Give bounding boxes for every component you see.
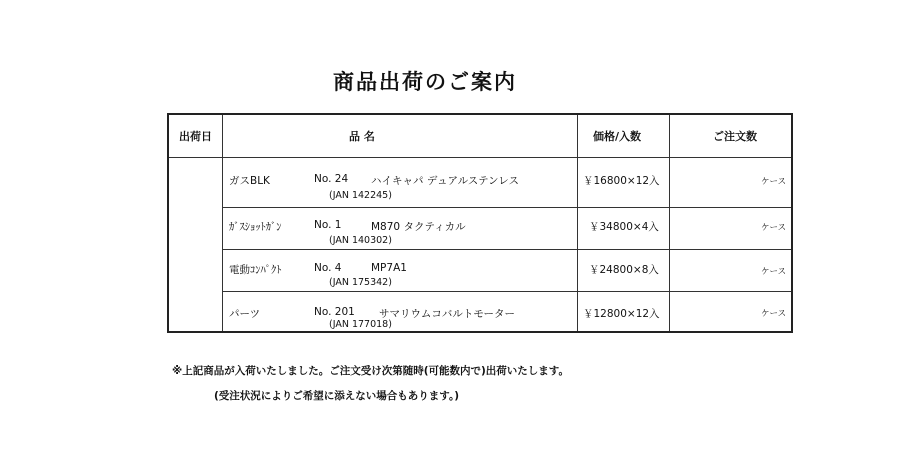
column-divider (669, 115, 670, 331)
product-price: ￥34800×4入 (589, 221, 659, 233)
order-table (167, 113, 793, 333)
product-model-no: No. 1 (314, 219, 342, 231)
product-price: ￥24800×8入 (589, 264, 659, 276)
header-divider (169, 157, 791, 158)
row-divider (222, 207, 791, 208)
row-divider (222, 291, 791, 292)
product-name: M870 タクティカル (371, 221, 466, 233)
product-jan: (JAN 177018) (329, 319, 392, 330)
header-ship-date: 出荷日 (179, 130, 212, 143)
product-jan: (JAN 140302) (329, 235, 392, 246)
order-unit: ケース (761, 223, 787, 233)
product-model-no: No. 201 (314, 306, 355, 318)
product-model-no: No. 4 (314, 262, 342, 274)
product-name: MP7A1 (371, 262, 407, 274)
column-divider (222, 115, 223, 331)
order-unit: ケース (761, 309, 787, 319)
notice-text: ※上記商品が入荷いたしました。ご注文受け次第随時(可能数内で)出荷いたします。 (172, 365, 569, 377)
notice-subtext: (受注状況によりご希望に添えない場合もあります。) (214, 390, 460, 402)
product-model-no: No. 24 (314, 173, 349, 185)
page-title: 商品出荷のご案内 (333, 70, 517, 94)
product-category: 電動ｺﾝﾊﾟｸﾄ (229, 264, 282, 276)
product-category: ｶﾞｽｼｮｯﾄｶﾞﾝ (229, 221, 282, 233)
product-category: パーツ (229, 308, 261, 320)
header-price-qty: 価格/入数 (593, 130, 642, 143)
product-jan: (JAN 175342) (329, 277, 392, 288)
header-product-name: 品 名 (349, 130, 375, 143)
product-category: ガスBLK (229, 175, 270, 187)
row-divider (222, 249, 791, 250)
product-price: ￥16800×12入 (583, 175, 660, 187)
product-name: ハイキャパ デュアルステンレス (371, 175, 519, 187)
product-name: サマリウムコバルトモーター (379, 308, 515, 320)
order-unit: ケース (761, 177, 787, 187)
column-divider (577, 115, 578, 331)
order-unit: ケース (761, 267, 787, 277)
header-order-qty: ご注文数 (713, 130, 757, 143)
product-jan: (JAN 142245) (329, 190, 392, 201)
product-price: ￥12800×12入 (583, 308, 660, 320)
